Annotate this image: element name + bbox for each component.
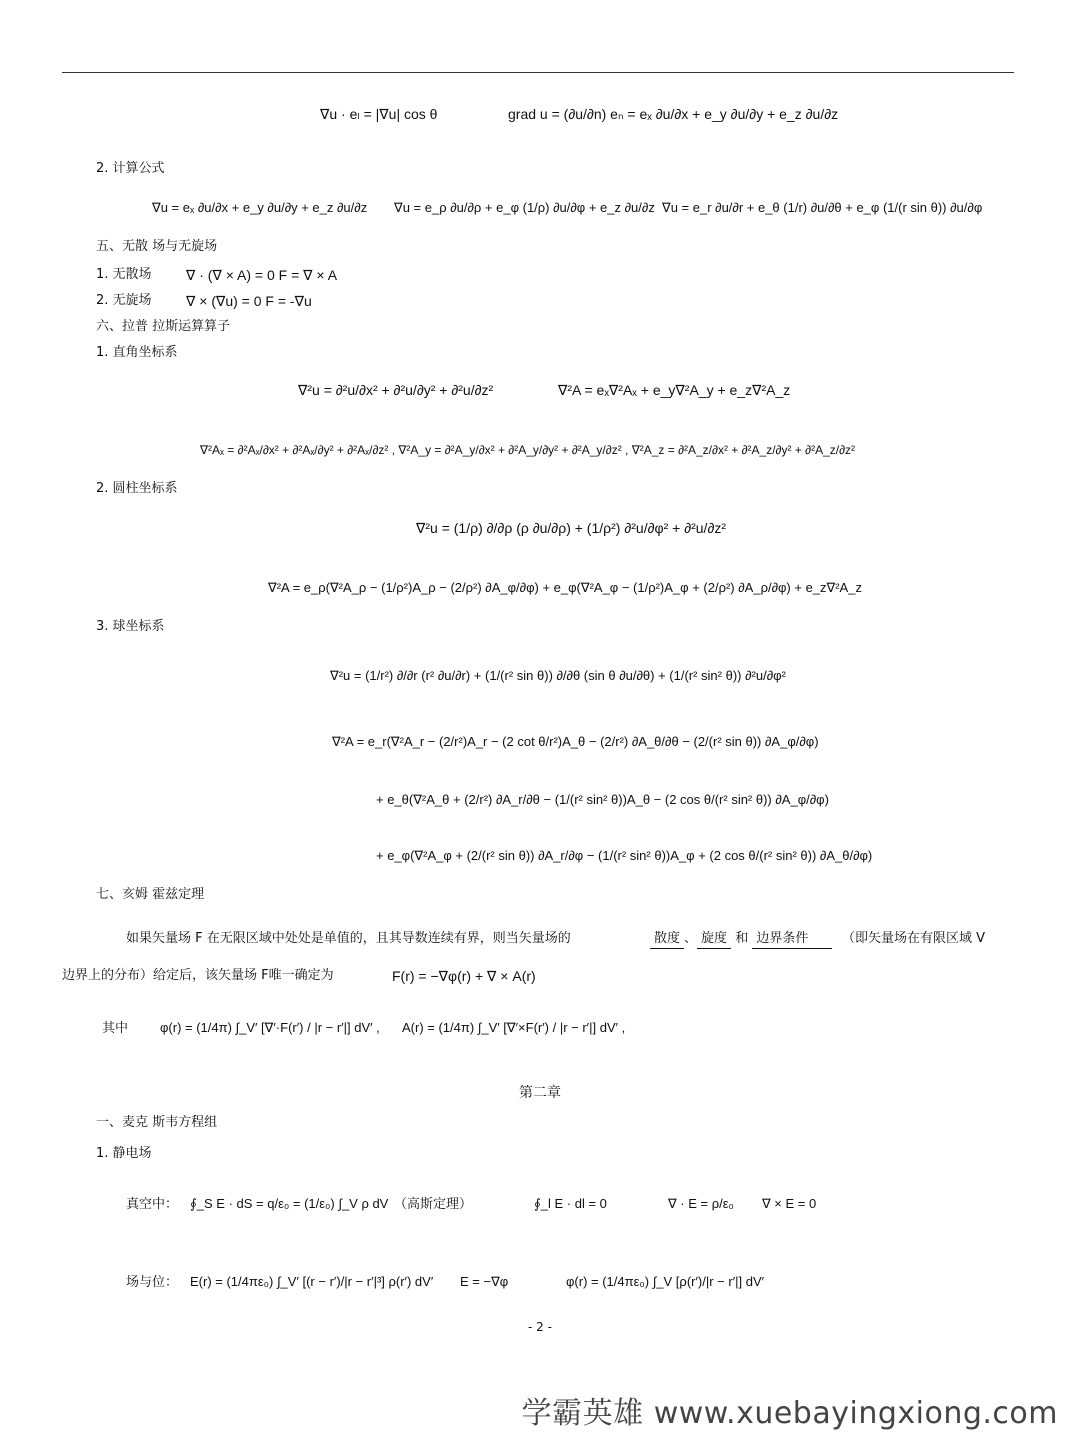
section5-heading: 五、无散 场与无旋场 — [96, 239, 218, 254]
blank-sep: 、 — [684, 931, 698, 946]
vector-potential-formula: A(r) = (1/4π) ∫_V′ [∇′×F(r′) / |r − r′|] dV′ , — [402, 1020, 626, 1035]
laplacian-scalar-spherical: ∇²u = (1/r²) ∂/∂r (r² ∂u/∂r) + (1/(r² sin θ)) ∂/∂θ (sin θ ∂u/∂θ) + (1/(r² sin² θ)) ∂²u/∂φ² — [330, 668, 786, 683]
laplacian-scalar-cartesian: ∇²u = ∂²u/∂x² + ∂²u/∂y² + ∂²u/∂z² — [298, 382, 494, 398]
calc-heading: 2. 计算公式 — [96, 161, 165, 176]
maxwell-heading: 一、麦克 斯韦方程组 — [96, 1115, 218, 1130]
loop-integral: ∮_l E · dl = 0 — [534, 1196, 607, 1211]
scalar-potential-formula: φ(r) = (1/4π) ∫_V′ [∇′·F(r′) / |r − r′|] dV′ , — [160, 1020, 380, 1035]
helmholtz-text-a: 如果矢量场 F 在无限区域中处处是单值的，且其导数连续有界，则当矢量场的 — [126, 931, 571, 946]
solenoidal-formula: ∇ · (∇ × A) = 0 F = ∇ × A — [186, 267, 338, 283]
helmholtz-text-b: （即矢量场在有限区域 V — [842, 931, 986, 946]
blank-and: 和 — [735, 931, 749, 946]
blank-boundary: 边界条件 — [752, 930, 832, 949]
irrotational-formula: ∇ × (∇u) = 0 F = -∇u — [186, 293, 312, 309]
gradient-formula: grad u = (∂u/∂n) eₙ = eₓ ∂u/∂x + e_y ∂u/∂y + e_z ∂u/∂z — [508, 106, 839, 122]
blank-divergence: 散度 — [650, 930, 684, 949]
laplacian-vector-cylindrical: ∇²A = e_ρ(∇²A_ρ − (1/ρ²)A_ρ − (2/ρ²) ∂A_φ/∂φ) + e_φ(∇²A_φ − (1/ρ²)A_φ + (2/ρ²) ∂A_ρ/∂φ) + e_z∇²A_z — [268, 580, 862, 595]
gauss-note: （高斯定理） — [394, 1197, 473, 1212]
laplacian-components-cartesian: ∇²Aₓ = ∂²Aₓ/∂x² + ∂²Aₓ/∂y² + ∂²Aₓ/∂z² , ∇²A_y = ∂²A_y/∂x² + ∂²A_y/∂y² + ∂²A_y/∂z² , ∇²A_z = ∂²A_z/∂x² + ∂²A_z/∂y² + ∂²A_z/∂z² — [200, 443, 856, 457]
header-rule — [62, 72, 1014, 73]
gradient-spherical: ∇u = e_r ∂u/∂r + e_θ (1/r) ∂u/∂θ + e_φ (1/(r sin θ)) ∂u/∂φ — [662, 200, 983, 215]
laplacian-vector-spherical-theta: + e_θ(∇²A_θ + (2/r²) ∂A_r/∂θ − (1/(r² sin² θ))A_θ − (2 cos θ/(r² sin² θ)) ∂A_φ/∂φ) — [376, 792, 829, 807]
chapter-title: 第二章 — [519, 1085, 561, 1101]
helmholtz-text-c: 边界上的分布）给定后，该矢量场 F唯一确定为 — [62, 968, 334, 983]
blank-curl: 旋度 — [697, 930, 731, 949]
gauss-law: ∮_S E · dS = q/ε₀ = (1/ε₀) ∫_V ρ dV — [190, 1196, 389, 1211]
potential-integral: φ(r) = (1/4πε₀) ∫_V [ρ(r′)/|r − r′|] dV′ — [566, 1274, 765, 1289]
where-label: 其中 — [102, 1021, 129, 1036]
irrotational-label: 2. 无旋场 — [96, 293, 152, 308]
section6-heading: 六、拉普 拉斯运算算子 — [96, 319, 231, 334]
laplacian-scalar-cylindrical: ∇²u = (1/ρ) ∂/∂ρ (ρ ∂u/∂ρ) + (1/ρ²) ∂²u/∂φ² + ∂²u/∂z² — [416, 520, 727, 536]
E-gradient: E = −∇φ — [460, 1274, 509, 1289]
E-field-integral: E(r) = (1/4πε₀) ∫_V′ [(r − r′)/|r − r′|³] ρ(r′) dV′ — [190, 1274, 434, 1289]
divergence-E: ∇ · E = ρ/ε₀ — [668, 1196, 734, 1211]
laplacian-vector-spherical-r: ∇²A = e_r(∇²A_r − (2/r²)A_r − (2 cot θ/r²)A_θ − (2/r²) ∂A_θ/∂θ − (2/(r² sin θ)) ∂A_φ/∂φ) — [332, 734, 819, 749]
section7-heading: 七、亥姆 霍兹定理 — [96, 887, 205, 902]
electrostatic-heading: 1. 静电场 — [96, 1146, 152, 1161]
solenoidal-label: 1. 无散场 — [96, 267, 152, 282]
spherical-heading: 3. 球坐标系 — [96, 619, 165, 634]
watermark: 学霸英雄 www.xuebayingxiong.com — [521, 1396, 1058, 1431]
laplacian-vector-cartesian: ∇²A = eₓ∇²Aₓ + e_y∇²A_y + e_z∇²A_z — [558, 382, 791, 398]
helmholtz-decomposition: F(r) = −∇φ(r) + ∇ × A(r) — [392, 968, 536, 984]
gradient-cartesian: ∇u = eₓ ∂u/∂x + e_y ∂u/∂y + e_z ∂u/∂z — [152, 200, 368, 215]
cylindrical-heading: 2. 圆柱坐标系 — [96, 481, 178, 496]
helmholtz-blanks — [650, 930, 832, 949]
page-number: - 2 - — [528, 1320, 552, 1334]
field-potential-label: 场与位： — [126, 1275, 179, 1290]
laplacian-vector-spherical-phi: + e_φ(∇²A_φ + (2/(r² sin θ)) ∂A_r/∂φ − (1/(r² sin² θ))A_φ + (2 cos θ/(r² sin² θ)) ∂A_θ/∂φ) — [376, 848, 873, 863]
gradient-cylindrical: ∇u = e_ρ ∂u/∂ρ + e_φ (1/ρ) ∂u/∂φ + e_z ∂u/∂z — [394, 200, 655, 215]
directional-derivative-formula: ∇u · eₗ = |∇u| cos θ — [320, 106, 438, 122]
vacuum-label: 真空中： — [126, 1197, 179, 1212]
cartesian-heading: 1. 直角坐标系 — [96, 345, 178, 360]
curl-E: ∇ × E = 0 — [762, 1196, 817, 1211]
